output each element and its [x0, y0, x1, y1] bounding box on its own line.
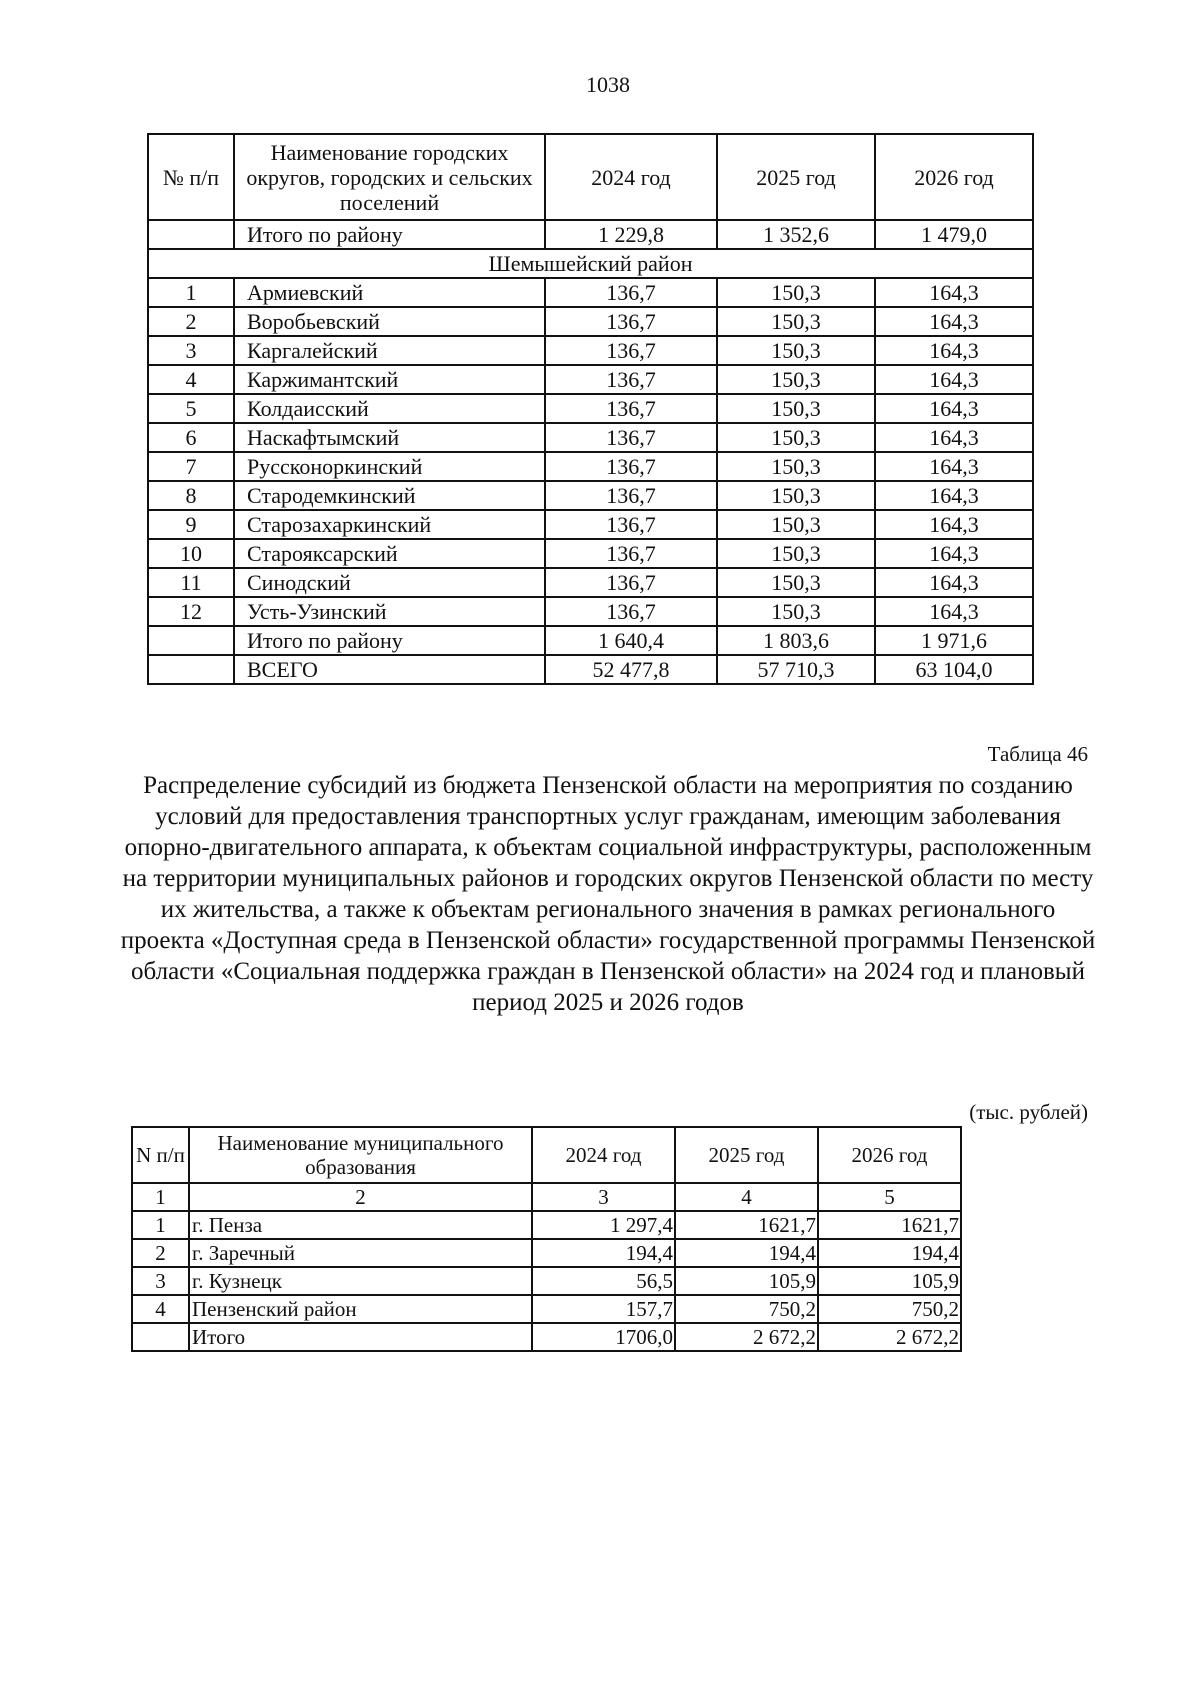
subsidy-table-continued [147, 133, 1034, 685]
value-2026: 164,3 [875, 510, 1033, 539]
header-number: N п/п [132, 1127, 189, 1183]
value-2026: 105,9 [818, 1267, 961, 1295]
header-name: Наименование муниципального образования [189, 1127, 532, 1183]
value-2024: 136,7 [545, 539, 717, 568]
row-number: 9 [148, 510, 234, 539]
row-number: 1 [148, 278, 234, 307]
value-2025: 2 672,2 [675, 1323, 818, 1351]
value-2026: 194,4 [818, 1239, 961, 1267]
value-2025: 750,2 [675, 1295, 818, 1323]
value-2024: 136,7 [545, 336, 717, 365]
table-row [148, 452, 1033, 481]
value-2025: 1 352,6 [717, 220, 875, 249]
value-2024: 1 297,4 [532, 1211, 675, 1239]
column-number: 2 [189, 1183, 532, 1211]
row-name: Армиевский [234, 278, 545, 307]
district-heading: Шемышейский район [148, 249, 1033, 278]
column-number: 5 [818, 1183, 961, 1211]
value-2024: 136,7 [545, 423, 717, 452]
total-label: Итого по району [234, 220, 545, 249]
value-2025: 150,3 [717, 597, 875, 626]
value-2025: 105,9 [675, 1267, 818, 1295]
table-header-row [148, 134, 1033, 220]
column-number: 4 [675, 1183, 818, 1211]
row-number: 1 [132, 1211, 189, 1239]
table-body [132, 1211, 961, 1323]
value-2026: 164,3 [875, 365, 1033, 394]
value-2024: 136,7 [545, 365, 717, 394]
header-2024: 2024 год [532, 1127, 675, 1183]
table-row [148, 365, 1033, 394]
header-2024: 2024 год [545, 134, 717, 220]
table-number: Таблица 46 [987, 742, 1088, 766]
value-2025: 150,3 [717, 278, 875, 307]
table-row [148, 307, 1033, 336]
table-body [148, 278, 1033, 626]
column-number: 3 [532, 1183, 675, 1211]
value-2025: 194,4 [675, 1239, 818, 1267]
row-name: Воробьевский [234, 307, 545, 336]
value-2024: 52 477,8 [545, 655, 717, 684]
table-row [148, 394, 1033, 423]
value-2026: 164,3 [875, 597, 1033, 626]
table-row [148, 510, 1033, 539]
value-2026: 164,3 [875, 336, 1033, 365]
total-label: ВСЕГО [234, 655, 545, 684]
units-label: (тыс. рублей) [969, 1100, 1088, 1124]
row-number: 10 [148, 539, 234, 568]
value-2024: 136,7 [545, 452, 717, 481]
value-2026: 63 104,0 [875, 655, 1033, 684]
value-2024: 157,7 [532, 1295, 675, 1323]
page-number: 1038 [586, 72, 630, 97]
value-2024: 136,7 [545, 597, 717, 626]
total-label: Итого по району [234, 626, 545, 655]
table-row [132, 1211, 961, 1239]
header-number: № п/п [148, 134, 234, 220]
value-2024: 136,7 [545, 568, 717, 597]
row-number: 7 [148, 452, 234, 481]
value-2024: 136,7 [545, 481, 717, 510]
district-total-row [148, 626, 1033, 655]
table-row [148, 278, 1033, 307]
table-row [132, 1239, 961, 1267]
value-2024: 136,7 [545, 307, 717, 336]
table-header-row [132, 1127, 961, 1183]
header-2026: 2026 год [875, 134, 1033, 220]
table-cell [148, 655, 234, 684]
row-name: г. Кузнецк [189, 1267, 532, 1295]
value-2024: 194,4 [532, 1239, 675, 1267]
value-2025: 1 803,6 [717, 626, 875, 655]
value-2026: 164,3 [875, 539, 1033, 568]
header-name: Наименование городских округов, городских и сельских поселений [234, 134, 545, 220]
value-2024: 136,7 [545, 394, 717, 423]
row-number: 2 [148, 307, 234, 336]
row-name: Старозахаркинский [234, 510, 545, 539]
table-cell [132, 1323, 189, 1351]
value-2025: 1621,7 [675, 1211, 818, 1239]
value-2026: 2 672,2 [818, 1323, 961, 1351]
total-row [132, 1323, 961, 1351]
value-2025: 150,3 [717, 452, 875, 481]
table-row [132, 1295, 961, 1323]
value-2024: 1706,0 [532, 1323, 675, 1351]
district-heading-row [148, 249, 1033, 278]
row-name: Старояксарский [234, 539, 545, 568]
table-caption: Распределение субсидий из бюджета Пензенской области на мероприятия по созданию условий для предоставления транспортных услуг гражданам, имеющим заболевания опорно-двигательного аппарата, к объектам социальной инфраструктуры, расположенным на территории муниципальных районов и городских округов Пензенской области по месту их жительства, а также к объектам регионального значения в рамках регионального проекта «Доступная среда в Пензенской области» государственной программы Пензенской области «Социальная поддержка граждан в Пензенской области» на 2024 год и плановый период 2025 и 2026 годов [120, 772, 1096, 1016]
header-2026: 2026 год [818, 1127, 961, 1183]
value-2025: 150,3 [717, 307, 875, 336]
subsidy-table-46 [131, 1126, 962, 1352]
value-2025: 150,3 [717, 539, 875, 568]
row-number: 3 [148, 336, 234, 365]
value-2024: 1 640,4 [545, 626, 717, 655]
row-name: Каржимантский [234, 365, 545, 394]
value-2026: 164,3 [875, 423, 1033, 452]
value-2024: 1 229,8 [545, 220, 717, 249]
value-2024: 136,7 [545, 510, 717, 539]
value-2026: 164,3 [875, 568, 1033, 597]
row-name: Каргалейский [234, 336, 545, 365]
value-2025: 150,3 [717, 568, 875, 597]
value-2025: 150,3 [717, 365, 875, 394]
row-number: 4 [148, 365, 234, 394]
table-row [132, 1267, 961, 1295]
table-row [148, 597, 1033, 626]
row-name: Усть-Узинский [234, 597, 545, 626]
value-2026: 164,3 [875, 394, 1033, 423]
table-row [148, 568, 1033, 597]
row-number: 8 [148, 481, 234, 510]
value-2025: 150,3 [717, 510, 875, 539]
value-2026: 164,3 [875, 481, 1033, 510]
row-name: Наскафтымский [234, 423, 545, 452]
row-number: 11 [148, 568, 234, 597]
prev-district-total-row [148, 220, 1033, 249]
value-2025: 150,3 [717, 481, 875, 510]
row-name: Пензенский район [189, 1295, 532, 1323]
value-2025: 150,3 [717, 336, 875, 365]
value-2025: 150,3 [717, 423, 875, 452]
row-number: 3 [132, 1267, 189, 1295]
row-name: Руссконоркинский [234, 452, 545, 481]
row-name: г. Заречный [189, 1239, 532, 1267]
table-cell [148, 626, 234, 655]
table-row [148, 539, 1033, 568]
row-name: Синодский [234, 568, 545, 597]
value-2026: 164,3 [875, 452, 1033, 481]
table-row [148, 481, 1033, 510]
value-2024: 136,7 [545, 278, 717, 307]
row-name: Колдаисский [234, 394, 545, 423]
value-2026: 1 479,0 [875, 220, 1033, 249]
row-number: 5 [148, 394, 234, 423]
row-number: 4 [132, 1295, 189, 1323]
column-number-row [132, 1183, 961, 1211]
header-2025: 2025 год [717, 134, 875, 220]
row-name: г. Пенза [189, 1211, 532, 1239]
row-name: Стародемкинский [234, 481, 545, 510]
row-number: 12 [148, 597, 234, 626]
row-number: 2 [132, 1239, 189, 1267]
table-row [148, 423, 1033, 452]
header-2025: 2025 год [675, 1127, 818, 1183]
grand-total-row [148, 655, 1033, 684]
table-row [148, 336, 1033, 365]
value-2025: 57 710,3 [717, 655, 875, 684]
value-2026: 1621,7 [818, 1211, 961, 1239]
value-2026: 1 971,6 [875, 626, 1033, 655]
total-label: Итого [189, 1323, 532, 1351]
value-2024: 56,5 [532, 1267, 675, 1295]
row-number: 6 [148, 423, 234, 452]
table-cell [148, 220, 234, 249]
value-2025: 150,3 [717, 394, 875, 423]
column-number: 1 [132, 1183, 189, 1211]
value-2026: 164,3 [875, 307, 1033, 336]
value-2026: 164,3 [875, 278, 1033, 307]
value-2026: 750,2 [818, 1295, 961, 1323]
